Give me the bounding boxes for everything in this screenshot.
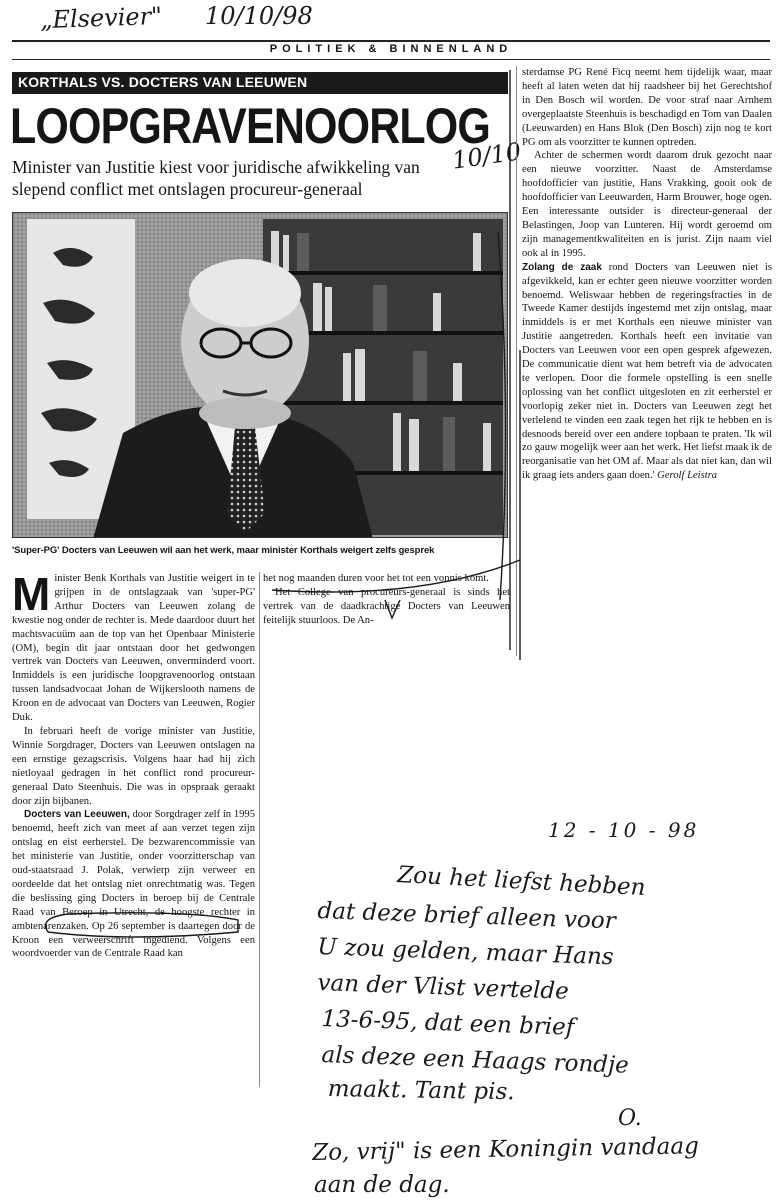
photo-caption: 'Super-PG' Docters van Leeuwen wil aan het werk, maar minister Korthals weigert zelfs gesprek [12,545,435,556]
handwritten-note-line: Zo, vrij" is een Koningin vandaag [312,1133,700,1166]
section-header: POLITIEK & BINNENLAND [269,43,513,55]
kicker-bar: KORTHALS VS. DOCTERS VAN LEEUWEN [12,72,508,94]
column-rule [516,66,517,656]
paragraph-text: door Sorgdrager zelf in 1995 benoemd, heeft zich van meet af aan verzet tegen zijn ontslag en eist eerherstel. De bezwarencommissie van het ministerie van Justitie, onder voorzitterschap van oud-staatsraad J. Polak, verwierp zijn verweer en oordeelde dat het ontslag niet onrechtmatig was. Tegen die beslissing ging Docters in beroep bij de Centrale Raad van Beroep in Utrecht, de hoogste rechter in ambtenarenzaken. Op 26 september is daartegen door de Kroon een verweerschrift ingediend. Volgens een woordvoerder van de Centrale Raad kan [12,809,256,960]
paragraph-text: rond Docters van Leeuwen niet is afgevikkeld, kan er echter geen nieuwe voorzitter worden benoemd. Weliswaar hebben de regeringsfracties in de Tweede Kamer destijds ingestemd met zijn ontslag, maar inmiddels is er met Korthals een nieuwe minister van Justitie aangetreden. Korthals heeft een invitatie van Docters van Leeuwen voor een open gesprek afgewezen. De communicatie dient wat hem betreft via de advocaten te verlopen. Door die formele opstelling is een snelle oplossing van het conflict uitgesloten en zit eerherstel er voorlopig zeker niet in. Docters van Leeuwen zegt het verlelend te vinden een zaak tegen het rijk te hebben en is desnoods bereid over een andere topbaan te praten. 'Ik wil zo gauw mogelijk weer aan het werk. Het liefst maak ik de reorganisatie van het OM af. Maar als dat niet kan, dan wil ik graag iets anders gaan doen.' [522,261,772,482]
handwritten-source-date: 10/10/98 [205,2,313,30]
handwritten-note-line: dat deze brief alleen voor [317,898,617,935]
paragraph-text: inister Benk Korthals van Justitie weigert in te grijpen in de ontslagzaak van 'super-PG' Arthur Docters van Leeuwen zolang de kwestie nog onder de rechter is. Mede daardoor duurt het machtsvacuüm aan de top van het Openbaar Ministerie (OM), begin dit jaar ontstaan door het gedwongen vertrek van Docters van Leeuwen, onverminderd voort. Inmiddels is een juridische loopgravenoorlog ontstaan tussen landsadvocaat Johan de Wijkerslooth namens de Kroon en de advocaat van Docters van Leeuwen, Rogier Duk. [12,573,255,724]
column-rule [259,572,260,1087]
drop-cap: M [12,568,51,620]
handwritten-note-line: maakt. Tant pis. [327,1076,515,1106]
handwritten-note-line: van der Vlist vertelde [317,970,570,1005]
article-paragraph: Achter de schermen wordt daarom druk gezocht naar een nieuwe voorzitter. Naast de Amsterdamse hoofdofficier van justitie, Hans Vrakking, gooit ook de hoofdofficier van Leeuwarden, Harm Brouwer, hoge ogen. Een interessante outsider is directeur-generaal der Belastingen, Joop van Lunteren. Hij wordt geroemd om zijn managementkwaliteiten en is jurist. Zijn naam viel ook al in 1995. [522,150,772,259]
portrait-photo [12,212,508,538]
article-column-3 [522,66,772,483]
handwritten-signature: O. [618,1106,642,1131]
handwritten-note-line: aan de dag. [314,1172,450,1198]
article-paragraph [12,568,255,725]
article-column-1 [12,568,256,961]
article-paragraph: het nog maanden duren voor het tot een vonnis komt. [263,573,489,584]
top-rule [12,40,770,42]
paragraph-lead: Zolang de zaak [522,261,602,273]
article-paragraph [12,808,255,961]
portrait-illustration [13,213,508,538]
article-column-2 [263,572,510,628]
handwritten-note-date: 12 - 10 - 98 [548,818,700,842]
headline: LOOPGRAVENOORLOG [10,98,490,154]
article-paragraph: In februari heeft de vorige minister van Justitie, Winnie Sorgdrager, Docters van Leeuwen ontslagen na een ernstige gezagscrisis. Volgens haar had hij zich nietloyaal gedragen in het conflict rond procureur-generaal Dato Steenhuis. Die was in opspraak geraakt door zijn bijbanen. [12,725,255,807]
article-paragraph: Het College van procureurs-generaal is sinds het vertrek van de daadkrachtige Docters van Leeuwen feitelijk stuurloos. De An- [263,586,510,626]
byline: Gerolf Leistra [657,470,718,482]
handwritten-note-line: Zou het liefst hebben [396,862,647,901]
deck-subtitle: Minister van Justitie kiest voor juridische afwikkeling van slepend conflict met ontslagen procureur-generaal [12,157,420,199]
handwritten-note-line: 13-6-95, dat een brief [321,1006,575,1041]
handwritten-margin-date: 10/10 [450,137,523,175]
article-paragraph: sterdamse PG René Ficq neemt hem tijdelijk waar, maar heeft al laten weten dat hij raadsheer bij het Gerechtshof in Den Bosch wil worden. De voor straf naar Arnhem overgeplaatste Steenhuis is beschadigd en Tom van Daalen (Leeuwarden) en Hans Blok (Den Bosch) zijn nog te kort PG om als voorzitter te kunnen optreden. [522,67,772,148]
handwritten-note-line: als deze een Haags rondje [321,1042,630,1079]
article-paragraph [522,261,772,484]
handwritten-note-line: U zou gelden, maar Hans [317,934,614,971]
section-rule [12,59,770,60]
paragraph-lead: Docters van Leeuwen, [24,809,130,821]
handwritten-source-note: „Elsevier" [39,1,163,35]
